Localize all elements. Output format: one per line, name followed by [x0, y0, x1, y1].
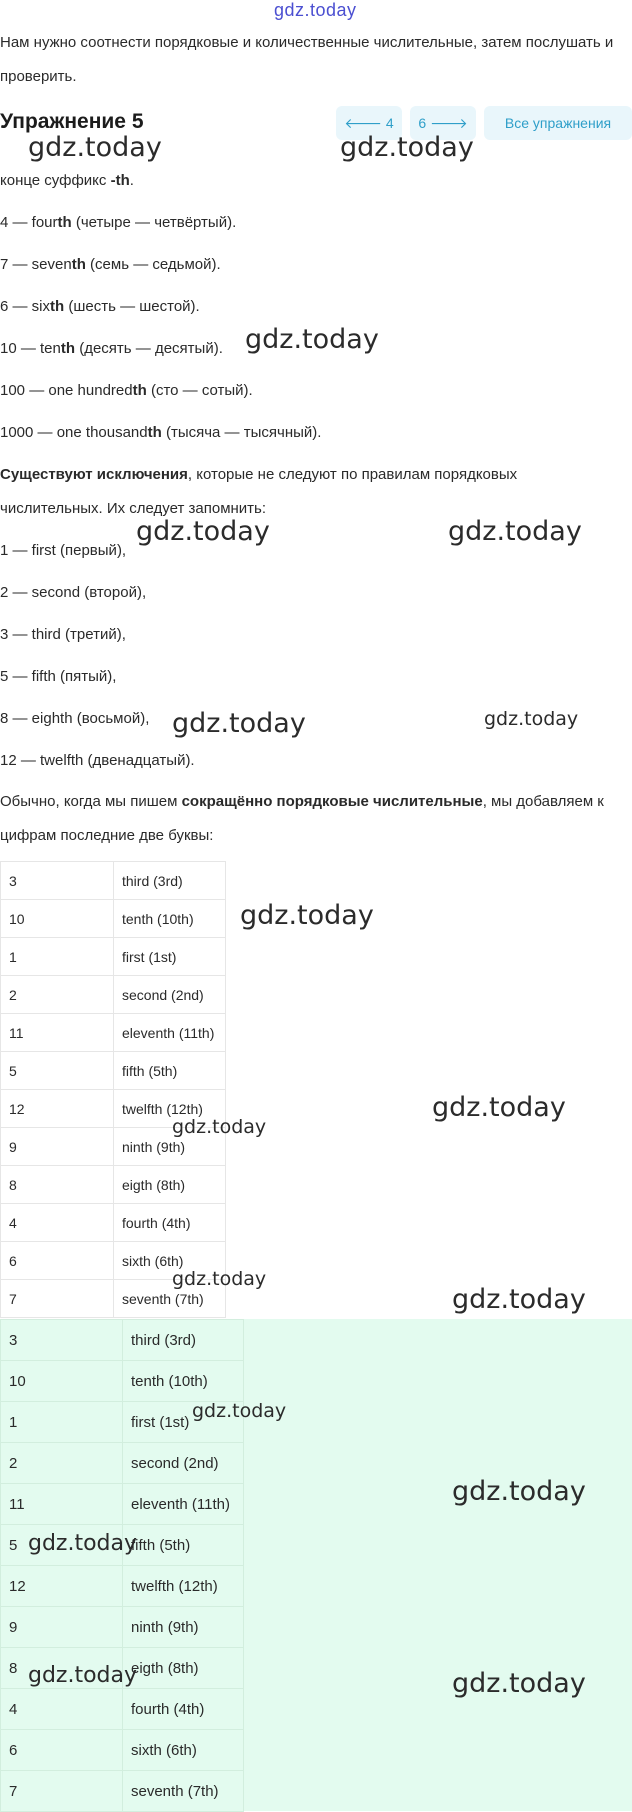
exception-line: 5 — fifth (пятый),	[0, 668, 117, 685]
table-row: 5 fifth (5th)	[1, 1525, 244, 1566]
rule-line: 10 — tenth (десять — десятый).	[0, 340, 223, 357]
rule-line: 4 — fourth (четыре — четвёртый).	[0, 214, 237, 231]
watermark: gdz.today	[432, 1092, 566, 1123]
rule-line: 1000 — one thousandth (тысяча — тысячный).	[0, 424, 322, 441]
table-row: 12 twelfth (12th)	[1, 1566, 244, 1607]
watermark: gdz.today	[28, 1663, 138, 1688]
site-logo[interactable]: gdz.today	[274, 0, 357, 20]
watermark: gdz.today	[136, 516, 270, 547]
table-row: 9 ninth (9th)	[1, 1128, 226, 1166]
table-row: 7 seventh (7th)	[1, 1771, 244, 1812]
table-row: 5 fifth (5th)	[1, 1052, 226, 1090]
answer-table	[0, 1319, 244, 1812]
rule-line: 7 — seventh (семь — седьмой).	[0, 256, 221, 273]
answer-block	[0, 1319, 632, 1811]
watermark: gdz.today	[245, 324, 379, 355]
exercise-title: Упражнение 5	[0, 110, 144, 133]
table-row: 3 third (3rd)	[1, 1320, 244, 1361]
table-row: 12 twelfth (12th)	[1, 1090, 226, 1128]
rule-line: 100 — one hundredth (сто — сотый).	[0, 382, 253, 399]
all-exercises-button[interactable]: Все упражнения	[484, 106, 632, 140]
watermark: gdz.today	[340, 132, 474, 163]
watermark: gdz.today	[484, 708, 579, 730]
table-row: 6 sixth (6th)	[1, 1730, 244, 1771]
suffix-note: конце суффикс -th.	[0, 172, 134, 189]
watermark: gdz.today	[28, 1531, 138, 1556]
watermark: gdz.today	[448, 516, 582, 547]
table-row: 4 fourth (4th)	[1, 1204, 226, 1242]
watermark: gdz.today	[172, 708, 306, 739]
table-row: 8 eigth (8th)	[1, 1166, 226, 1204]
exception-line: 1 — first (первый),	[0, 542, 127, 559]
watermark: gdz.today	[172, 1116, 267, 1138]
table-row: 10 tenth (10th)	[1, 1361, 244, 1402]
table-row: 1 first (1st)	[1, 1402, 244, 1443]
table-row: 10 tenth (10th)	[1, 900, 226, 938]
ordinals-table	[0, 861, 226, 1318]
prev-exercise-button[interactable]: 🡐 4	[336, 106, 402, 140]
intro-text: Нам нужно соотнести порядковые и количественные числительные, затем послушать и проверить.	[0, 34, 614, 85]
table-row: 6 sixth (6th)	[1, 1242, 226, 1280]
watermark: gdz.today	[28, 132, 162, 163]
table-row: 4 fourth (4th)	[1, 1689, 244, 1730]
exceptions-text: Существуют исключения, которые не следуют по правилам порядковых числительных. Их следует запомнить:	[0, 466, 518, 517]
table-row: 11 eleventh (11th)	[1, 1484, 244, 1525]
exception-line: 8 — eighth (восьмой),	[0, 710, 150, 727]
watermark: gdz.today	[452, 1668, 586, 1699]
table-row: 7 seventh (7th)	[1, 1280, 226, 1318]
table-row: 3 third (3rd)	[1, 862, 226, 900]
table-row: 2 second (2nd)	[1, 1443, 244, 1484]
exception-line: 3 — third (третий),	[0, 626, 126, 643]
table-row: 2 second (2nd)	[1, 976, 226, 1014]
watermark: gdz.today	[452, 1476, 586, 1507]
table-row: 8 eigth (8th)	[1, 1648, 244, 1689]
rule-line: 6 — sixth (шесть — шестой).	[0, 298, 200, 315]
watermark: gdz.today	[192, 1400, 287, 1422]
table-row: 1 first (1st)	[1, 938, 226, 976]
exception-line: 12 — twelfth (двенадцатый).	[0, 752, 195, 769]
next-exercise-button[interactable]: 6 🡒	[410, 106, 476, 140]
watermark: gdz.today	[452, 1284, 586, 1315]
watermark: gdz.today	[240, 900, 374, 931]
table-row: 9 ninth (9th)	[1, 1607, 244, 1648]
abbrev-text: Обычно, когда мы пишем сокращённо порядковые числительные, мы добавляем к цифрам последние две буквы:	[0, 793, 604, 844]
exception-line: 2 — second (второй),	[0, 584, 147, 601]
table-row: 11 eleventh (11th)	[1, 1014, 226, 1052]
watermark: gdz.today	[172, 1268, 267, 1290]
